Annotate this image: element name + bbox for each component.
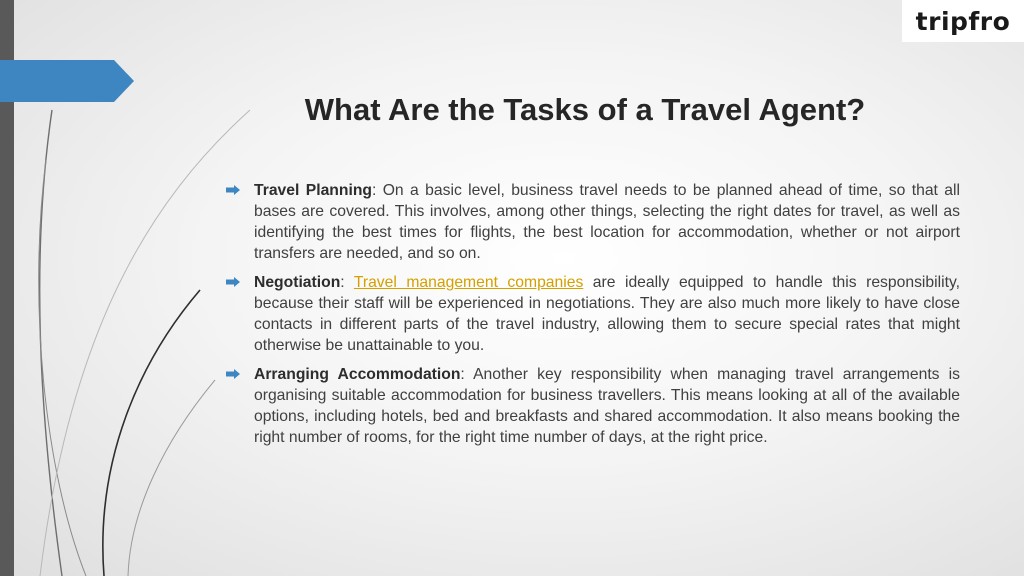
accent-arrow-tab [0, 60, 134, 102]
arrow-bullet-icon [226, 185, 240, 195]
bullet-text: are ideally equipped to handle this responsibility, because their staff will be experienced in negotiations. They are also much more likely to have close contacts in different parts of the travel industry, allowing them to secure special rates that might otherwise be unattainable to you. [254, 274, 960, 354]
bullet-separator: : [340, 274, 354, 291]
bullet-list [226, 180, 960, 456]
arrow-bullet-icon [226, 369, 240, 379]
bullet-arranging-accommodation [226, 364, 960, 448]
travel-management-link[interactable]: Travel management companies [353, 274, 584, 291]
bullet-text: On a basic level, business travel needs to be planned ahead of time, so that all bases are covered. This involves, among other things, selecting the right dates for travel, as well as identifying the best times for flights, the best location for accommodation, whether or not airport transfers are needed, and so on. [254, 182, 960, 262]
brand-logo [902, 0, 1024, 42]
arrow-bullet-icon [226, 277, 240, 287]
bullet-separator: : [371, 182, 383, 199]
logo-text: tripfro [915, 6, 1011, 36]
bullet-term: Travel Planning [254, 182, 372, 199]
bullet-negotiation [226, 272, 960, 356]
slide-title: What Are the Tasks of a Travel Agent? [304, 92, 866, 127]
bullet-separator: : [460, 366, 474, 383]
bullet-term: Arranging Accommodation [254, 366, 461, 383]
bullet-text: Another key responsibility when managing travel arrangements is organising suitable accommodation for business travellers. This means looking at all of the available options, including hotels, bed and breakfasts and shared accommodation. It also means booking the right number of rooms, for the right time number of days, at the right price. [254, 366, 960, 446]
bullet-travel-planning [226, 180, 960, 264]
bullet-term: Negotiation [254, 274, 341, 291]
